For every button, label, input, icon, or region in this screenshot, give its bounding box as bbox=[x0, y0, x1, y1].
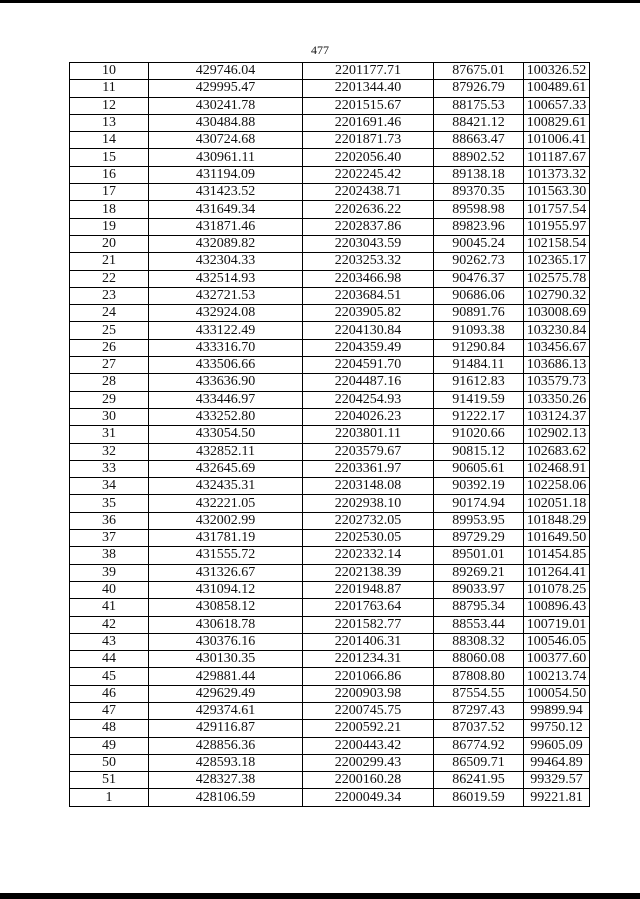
table-row bbox=[70, 184, 590, 201]
local-y-cell: 100657.33 bbox=[524, 97, 590, 114]
local-x-cell: 88175.53 bbox=[434, 97, 524, 114]
x-coordinate-cell: 430241.78 bbox=[149, 97, 303, 114]
y-coordinate-cell: 2200592.21 bbox=[303, 720, 434, 737]
local-y-cell: 102902.13 bbox=[524, 426, 590, 443]
local-x-cell: 91612.83 bbox=[434, 374, 524, 391]
x-coordinate-cell: 428856.36 bbox=[149, 737, 303, 754]
table-row bbox=[70, 599, 590, 616]
local-y-cell: 99750.12 bbox=[524, 720, 590, 737]
y-coordinate-cell: 2202245.42 bbox=[303, 166, 434, 183]
x-coordinate-cell: 432435.31 bbox=[149, 478, 303, 495]
local-y-cell: 99329.57 bbox=[524, 772, 590, 789]
point-id-cell: 29 bbox=[70, 391, 149, 408]
page-number: 477 bbox=[311, 43, 329, 57]
y-coordinate-cell: 2201177.71 bbox=[303, 63, 434, 80]
x-coordinate-cell: 432002.99 bbox=[149, 512, 303, 529]
y-coordinate-cell: 2203905.82 bbox=[303, 305, 434, 322]
point-id-cell: 28 bbox=[70, 374, 149, 391]
local-x-cell: 91484.11 bbox=[434, 357, 524, 374]
local-y-cell: 100213.74 bbox=[524, 668, 590, 685]
local-x-cell: 87675.01 bbox=[434, 63, 524, 80]
local-x-cell: 87554.55 bbox=[434, 685, 524, 702]
y-coordinate-cell: 2201948.87 bbox=[303, 581, 434, 598]
local-x-cell: 86509.71 bbox=[434, 754, 524, 771]
local-x-cell: 90891.76 bbox=[434, 305, 524, 322]
y-coordinate-cell: 2200443.42 bbox=[303, 737, 434, 754]
x-coordinate-cell: 431649.34 bbox=[149, 201, 303, 218]
point-id-cell: 11 bbox=[70, 80, 149, 97]
local-y-cell: 100326.52 bbox=[524, 63, 590, 80]
coordinates-table-body bbox=[70, 63, 590, 807]
local-x-cell: 88308.32 bbox=[434, 633, 524, 650]
y-coordinate-cell: 2201691.46 bbox=[303, 114, 434, 131]
table-row bbox=[70, 651, 590, 668]
point-id-cell: 21 bbox=[70, 253, 149, 270]
local-y-cell: 103686.13 bbox=[524, 357, 590, 374]
y-coordinate-cell: 2203361.97 bbox=[303, 460, 434, 477]
x-coordinate-cell: 430484.88 bbox=[149, 114, 303, 131]
y-coordinate-cell: 2202530.05 bbox=[303, 530, 434, 547]
point-id-cell: 44 bbox=[70, 651, 149, 668]
local-x-cell: 90392.19 bbox=[434, 478, 524, 495]
y-coordinate-cell: 2202138.39 bbox=[303, 564, 434, 581]
x-coordinate-cell: 431194.09 bbox=[149, 166, 303, 183]
y-coordinate-cell: 2202056.40 bbox=[303, 149, 434, 166]
point-id-cell: 31 bbox=[70, 426, 149, 443]
y-coordinate-cell: 2201066.86 bbox=[303, 668, 434, 685]
local-y-cell: 102575.78 bbox=[524, 270, 590, 287]
x-coordinate-cell: 428593.18 bbox=[149, 754, 303, 771]
point-id-cell: 17 bbox=[70, 184, 149, 201]
table-row bbox=[70, 97, 590, 114]
point-id-cell: 43 bbox=[70, 633, 149, 650]
local-x-cell: 89370.35 bbox=[434, 184, 524, 201]
y-coordinate-cell: 2203801.11 bbox=[303, 426, 434, 443]
point-id-cell: 33 bbox=[70, 460, 149, 477]
point-id-cell: 51 bbox=[70, 772, 149, 789]
point-id-cell: 20 bbox=[70, 235, 149, 252]
point-id-cell: 48 bbox=[70, 720, 149, 737]
table-row bbox=[70, 616, 590, 633]
y-coordinate-cell: 2201871.73 bbox=[303, 132, 434, 149]
local-y-cell: 102683.62 bbox=[524, 443, 590, 460]
table-row bbox=[70, 287, 590, 304]
table-row bbox=[70, 426, 590, 443]
x-coordinate-cell: 431555.72 bbox=[149, 547, 303, 564]
local-y-cell: 101649.50 bbox=[524, 530, 590, 547]
y-coordinate-cell: 2204487.16 bbox=[303, 374, 434, 391]
local-y-cell: 103456.67 bbox=[524, 339, 590, 356]
point-id-cell: 27 bbox=[70, 357, 149, 374]
x-coordinate-cell: 433252.80 bbox=[149, 408, 303, 425]
local-x-cell: 90262.73 bbox=[434, 253, 524, 270]
y-coordinate-cell: 2202837.86 bbox=[303, 218, 434, 235]
y-coordinate-cell: 2201234.31 bbox=[303, 651, 434, 668]
local-y-cell: 101187.67 bbox=[524, 149, 590, 166]
x-coordinate-cell: 429881.44 bbox=[149, 668, 303, 685]
local-y-cell: 103350.26 bbox=[524, 391, 590, 408]
x-coordinate-cell: 430130.35 bbox=[149, 651, 303, 668]
x-coordinate-cell: 432304.33 bbox=[149, 253, 303, 270]
point-id-cell: 16 bbox=[70, 166, 149, 183]
point-id-cell: 47 bbox=[70, 702, 149, 719]
table-row bbox=[70, 80, 590, 97]
local-y-cell: 101955.97 bbox=[524, 218, 590, 235]
table-row bbox=[70, 218, 590, 235]
y-coordinate-cell: 2201582.77 bbox=[303, 616, 434, 633]
local-y-cell: 99464.89 bbox=[524, 754, 590, 771]
y-coordinate-cell: 2204359.49 bbox=[303, 339, 434, 356]
local-x-cell: 91020.66 bbox=[434, 426, 524, 443]
table-row bbox=[70, 789, 590, 806]
local-y-cell: 99899.94 bbox=[524, 702, 590, 719]
table-row bbox=[70, 132, 590, 149]
x-coordinate-cell: 429746.04 bbox=[149, 63, 303, 80]
local-x-cell: 91093.38 bbox=[434, 322, 524, 339]
local-y-cell: 101848.29 bbox=[524, 512, 590, 529]
table-row bbox=[70, 201, 590, 218]
y-coordinate-cell: 2200049.34 bbox=[303, 789, 434, 806]
local-x-cell: 87926.79 bbox=[434, 80, 524, 97]
x-coordinate-cell: 431094.12 bbox=[149, 581, 303, 598]
point-id-cell: 50 bbox=[70, 754, 149, 771]
table-row bbox=[70, 564, 590, 581]
table-row bbox=[70, 720, 590, 737]
point-id-cell: 22 bbox=[70, 270, 149, 287]
y-coordinate-cell: 2203684.51 bbox=[303, 287, 434, 304]
x-coordinate-cell: 433316.70 bbox=[149, 339, 303, 356]
point-id-cell: 39 bbox=[70, 564, 149, 581]
y-coordinate-cell: 2201515.67 bbox=[303, 97, 434, 114]
x-coordinate-cell: 431781.19 bbox=[149, 530, 303, 547]
local-x-cell: 89729.29 bbox=[434, 530, 524, 547]
point-id-cell: 25 bbox=[70, 322, 149, 339]
point-id-cell: 26 bbox=[70, 339, 149, 356]
table-row bbox=[70, 166, 590, 183]
local-x-cell: 90815.12 bbox=[434, 443, 524, 460]
scan-bottom-border bbox=[0, 893, 640, 899]
y-coordinate-cell: 2200160.28 bbox=[303, 772, 434, 789]
local-x-cell: 87808.80 bbox=[434, 668, 524, 685]
local-x-cell: 87037.52 bbox=[434, 720, 524, 737]
table-row bbox=[70, 633, 590, 650]
local-x-cell: 88902.52 bbox=[434, 149, 524, 166]
local-y-cell: 100054.50 bbox=[524, 685, 590, 702]
point-id-cell: 12 bbox=[70, 97, 149, 114]
local-y-cell: 103579.73 bbox=[524, 374, 590, 391]
x-coordinate-cell: 433054.50 bbox=[149, 426, 303, 443]
x-coordinate-cell: 433636.90 bbox=[149, 374, 303, 391]
local-y-cell: 100546.05 bbox=[524, 633, 590, 650]
local-x-cell: 89269.21 bbox=[434, 564, 524, 581]
y-coordinate-cell: 2204591.70 bbox=[303, 357, 434, 374]
local-y-cell: 103124.37 bbox=[524, 408, 590, 425]
y-coordinate-cell: 2201344.40 bbox=[303, 80, 434, 97]
table-row bbox=[70, 322, 590, 339]
local-x-cell: 90174.94 bbox=[434, 495, 524, 512]
x-coordinate-cell: 432221.05 bbox=[149, 495, 303, 512]
table-row bbox=[70, 235, 590, 252]
point-id-cell: 36 bbox=[70, 512, 149, 529]
scan-top-border bbox=[0, 0, 640, 3]
table-row bbox=[70, 443, 590, 460]
table-row bbox=[70, 547, 590, 564]
local-x-cell: 90476.37 bbox=[434, 270, 524, 287]
point-id-cell: 37 bbox=[70, 530, 149, 547]
point-id-cell: 19 bbox=[70, 218, 149, 235]
point-id-cell: 40 bbox=[70, 581, 149, 598]
point-id-cell: 13 bbox=[70, 114, 149, 131]
local-y-cell: 100829.61 bbox=[524, 114, 590, 131]
table-row bbox=[70, 685, 590, 702]
x-coordinate-cell: 430618.78 bbox=[149, 616, 303, 633]
point-id-cell: 34 bbox=[70, 478, 149, 495]
point-id-cell: 41 bbox=[70, 599, 149, 616]
local-x-cell: 90045.24 bbox=[434, 235, 524, 252]
local-x-cell: 88421.12 bbox=[434, 114, 524, 131]
x-coordinate-cell: 429374.61 bbox=[149, 702, 303, 719]
y-coordinate-cell: 2202332.14 bbox=[303, 547, 434, 564]
y-coordinate-cell: 2202732.05 bbox=[303, 512, 434, 529]
local-x-cell: 89823.96 bbox=[434, 218, 524, 235]
point-id-cell: 30 bbox=[70, 408, 149, 425]
x-coordinate-cell: 430724.68 bbox=[149, 132, 303, 149]
x-coordinate-cell: 432514.93 bbox=[149, 270, 303, 287]
local-x-cell: 89033.97 bbox=[434, 581, 524, 598]
local-x-cell: 86241.95 bbox=[434, 772, 524, 789]
local-y-cell: 101006.41 bbox=[524, 132, 590, 149]
local-y-cell: 101757.54 bbox=[524, 201, 590, 218]
local-x-cell: 91419.59 bbox=[434, 391, 524, 408]
y-coordinate-cell: 2202938.10 bbox=[303, 495, 434, 512]
point-id-cell: 32 bbox=[70, 443, 149, 460]
table-row bbox=[70, 339, 590, 356]
local-x-cell: 89598.98 bbox=[434, 201, 524, 218]
x-coordinate-cell: 433506.66 bbox=[149, 357, 303, 374]
local-x-cell: 86019.59 bbox=[434, 789, 524, 806]
local-y-cell: 100489.61 bbox=[524, 80, 590, 97]
local-y-cell: 101454.85 bbox=[524, 547, 590, 564]
point-id-cell: 46 bbox=[70, 685, 149, 702]
local-x-cell: 91222.17 bbox=[434, 408, 524, 425]
point-id-cell: 49 bbox=[70, 737, 149, 754]
y-coordinate-cell: 2202438.71 bbox=[303, 184, 434, 201]
table-row bbox=[70, 702, 590, 719]
y-coordinate-cell: 2200903.98 bbox=[303, 685, 434, 702]
table-row bbox=[70, 460, 590, 477]
x-coordinate-cell: 429116.87 bbox=[149, 720, 303, 737]
local-x-cell: 91290.84 bbox=[434, 339, 524, 356]
local-y-cell: 102051.18 bbox=[524, 495, 590, 512]
x-coordinate-cell: 431871.46 bbox=[149, 218, 303, 235]
x-coordinate-cell: 430858.12 bbox=[149, 599, 303, 616]
point-id-cell: 38 bbox=[70, 547, 149, 564]
local-y-cell: 100719.01 bbox=[524, 616, 590, 633]
x-coordinate-cell: 431423.52 bbox=[149, 184, 303, 201]
table-row bbox=[70, 63, 590, 80]
point-id-cell: 35 bbox=[70, 495, 149, 512]
table-row bbox=[70, 114, 590, 131]
y-coordinate-cell: 2200299.43 bbox=[303, 754, 434, 771]
point-id-cell: 18 bbox=[70, 201, 149, 218]
local-y-cell: 99605.09 bbox=[524, 737, 590, 754]
table-row bbox=[70, 754, 590, 771]
y-coordinate-cell: 2203579.67 bbox=[303, 443, 434, 460]
x-coordinate-cell: 430961.11 bbox=[149, 149, 303, 166]
local-x-cell: 88663.47 bbox=[434, 132, 524, 149]
y-coordinate-cell: 2201406.31 bbox=[303, 633, 434, 650]
local-y-cell: 102790.32 bbox=[524, 287, 590, 304]
local-x-cell: 88060.08 bbox=[434, 651, 524, 668]
point-id-cell: 23 bbox=[70, 287, 149, 304]
point-id-cell: 15 bbox=[70, 149, 149, 166]
point-id-cell: 1 bbox=[70, 789, 149, 806]
local-x-cell: 88795.34 bbox=[434, 599, 524, 616]
local-y-cell: 99221.81 bbox=[524, 789, 590, 806]
table-row bbox=[70, 305, 590, 322]
point-id-cell: 14 bbox=[70, 132, 149, 149]
y-coordinate-cell: 2204026.23 bbox=[303, 408, 434, 425]
point-id-cell: 10 bbox=[70, 63, 149, 80]
y-coordinate-cell: 2200745.75 bbox=[303, 702, 434, 719]
table-row bbox=[70, 374, 590, 391]
x-coordinate-cell: 429629.49 bbox=[149, 685, 303, 702]
x-coordinate-cell: 428327.38 bbox=[149, 772, 303, 789]
y-coordinate-cell: 2203043.59 bbox=[303, 235, 434, 252]
table-row bbox=[70, 357, 590, 374]
y-coordinate-cell: 2204130.84 bbox=[303, 322, 434, 339]
y-coordinate-cell: 2203148.08 bbox=[303, 478, 434, 495]
x-coordinate-cell: 429995.47 bbox=[149, 80, 303, 97]
table-row bbox=[70, 270, 590, 287]
local-x-cell: 90686.06 bbox=[434, 287, 524, 304]
local-y-cell: 102365.17 bbox=[524, 253, 590, 270]
table-row bbox=[70, 581, 590, 598]
x-coordinate-cell: 432645.69 bbox=[149, 460, 303, 477]
x-coordinate-cell: 430376.16 bbox=[149, 633, 303, 650]
local-y-cell: 102258.06 bbox=[524, 478, 590, 495]
table-row bbox=[70, 253, 590, 270]
local-x-cell: 89501.01 bbox=[434, 547, 524, 564]
local-x-cell: 87297.43 bbox=[434, 702, 524, 719]
x-coordinate-cell: 433122.49 bbox=[149, 322, 303, 339]
local-x-cell: 86774.92 bbox=[434, 737, 524, 754]
y-coordinate-cell: 2203466.98 bbox=[303, 270, 434, 287]
table-row bbox=[70, 772, 590, 789]
local-y-cell: 101373.32 bbox=[524, 166, 590, 183]
local-y-cell: 101563.30 bbox=[524, 184, 590, 201]
x-coordinate-cell: 433446.97 bbox=[149, 391, 303, 408]
table-row bbox=[70, 737, 590, 754]
table-row bbox=[70, 149, 590, 166]
local-x-cell: 89138.18 bbox=[434, 166, 524, 183]
table-row bbox=[70, 478, 590, 495]
x-coordinate-cell: 432721.53 bbox=[149, 287, 303, 304]
local-y-cell: 103008.69 bbox=[524, 305, 590, 322]
local-y-cell: 101264.41 bbox=[524, 564, 590, 581]
x-coordinate-cell: 432852.11 bbox=[149, 443, 303, 460]
x-coordinate-cell: 432924.08 bbox=[149, 305, 303, 322]
x-coordinate-cell: 431326.67 bbox=[149, 564, 303, 581]
local-x-cell: 89953.95 bbox=[434, 512, 524, 529]
local-y-cell: 100377.60 bbox=[524, 651, 590, 668]
point-id-cell: 45 bbox=[70, 668, 149, 685]
x-coordinate-cell: 428106.59 bbox=[149, 789, 303, 806]
local-y-cell: 102158.54 bbox=[524, 235, 590, 252]
point-id-cell: 42 bbox=[70, 616, 149, 633]
local-y-cell: 102468.91 bbox=[524, 460, 590, 477]
table-row bbox=[70, 668, 590, 685]
table-row bbox=[70, 391, 590, 408]
local-y-cell: 101078.25 bbox=[524, 581, 590, 598]
local-y-cell: 103230.84 bbox=[524, 322, 590, 339]
y-coordinate-cell: 2204254.93 bbox=[303, 391, 434, 408]
table-row bbox=[70, 408, 590, 425]
table-row bbox=[70, 512, 590, 529]
local-x-cell: 90605.61 bbox=[434, 460, 524, 477]
x-coordinate-cell: 432089.82 bbox=[149, 235, 303, 252]
table-row bbox=[70, 530, 590, 547]
point-id-cell: 24 bbox=[70, 305, 149, 322]
table-row bbox=[70, 495, 590, 512]
y-coordinate-cell: 2202636.22 bbox=[303, 201, 434, 218]
local-x-cell: 88553.44 bbox=[434, 616, 524, 633]
y-coordinate-cell: 2201763.64 bbox=[303, 599, 434, 616]
coordinates-table bbox=[69, 62, 590, 807]
y-coordinate-cell: 2203253.32 bbox=[303, 253, 434, 270]
local-y-cell: 100896.43 bbox=[524, 599, 590, 616]
